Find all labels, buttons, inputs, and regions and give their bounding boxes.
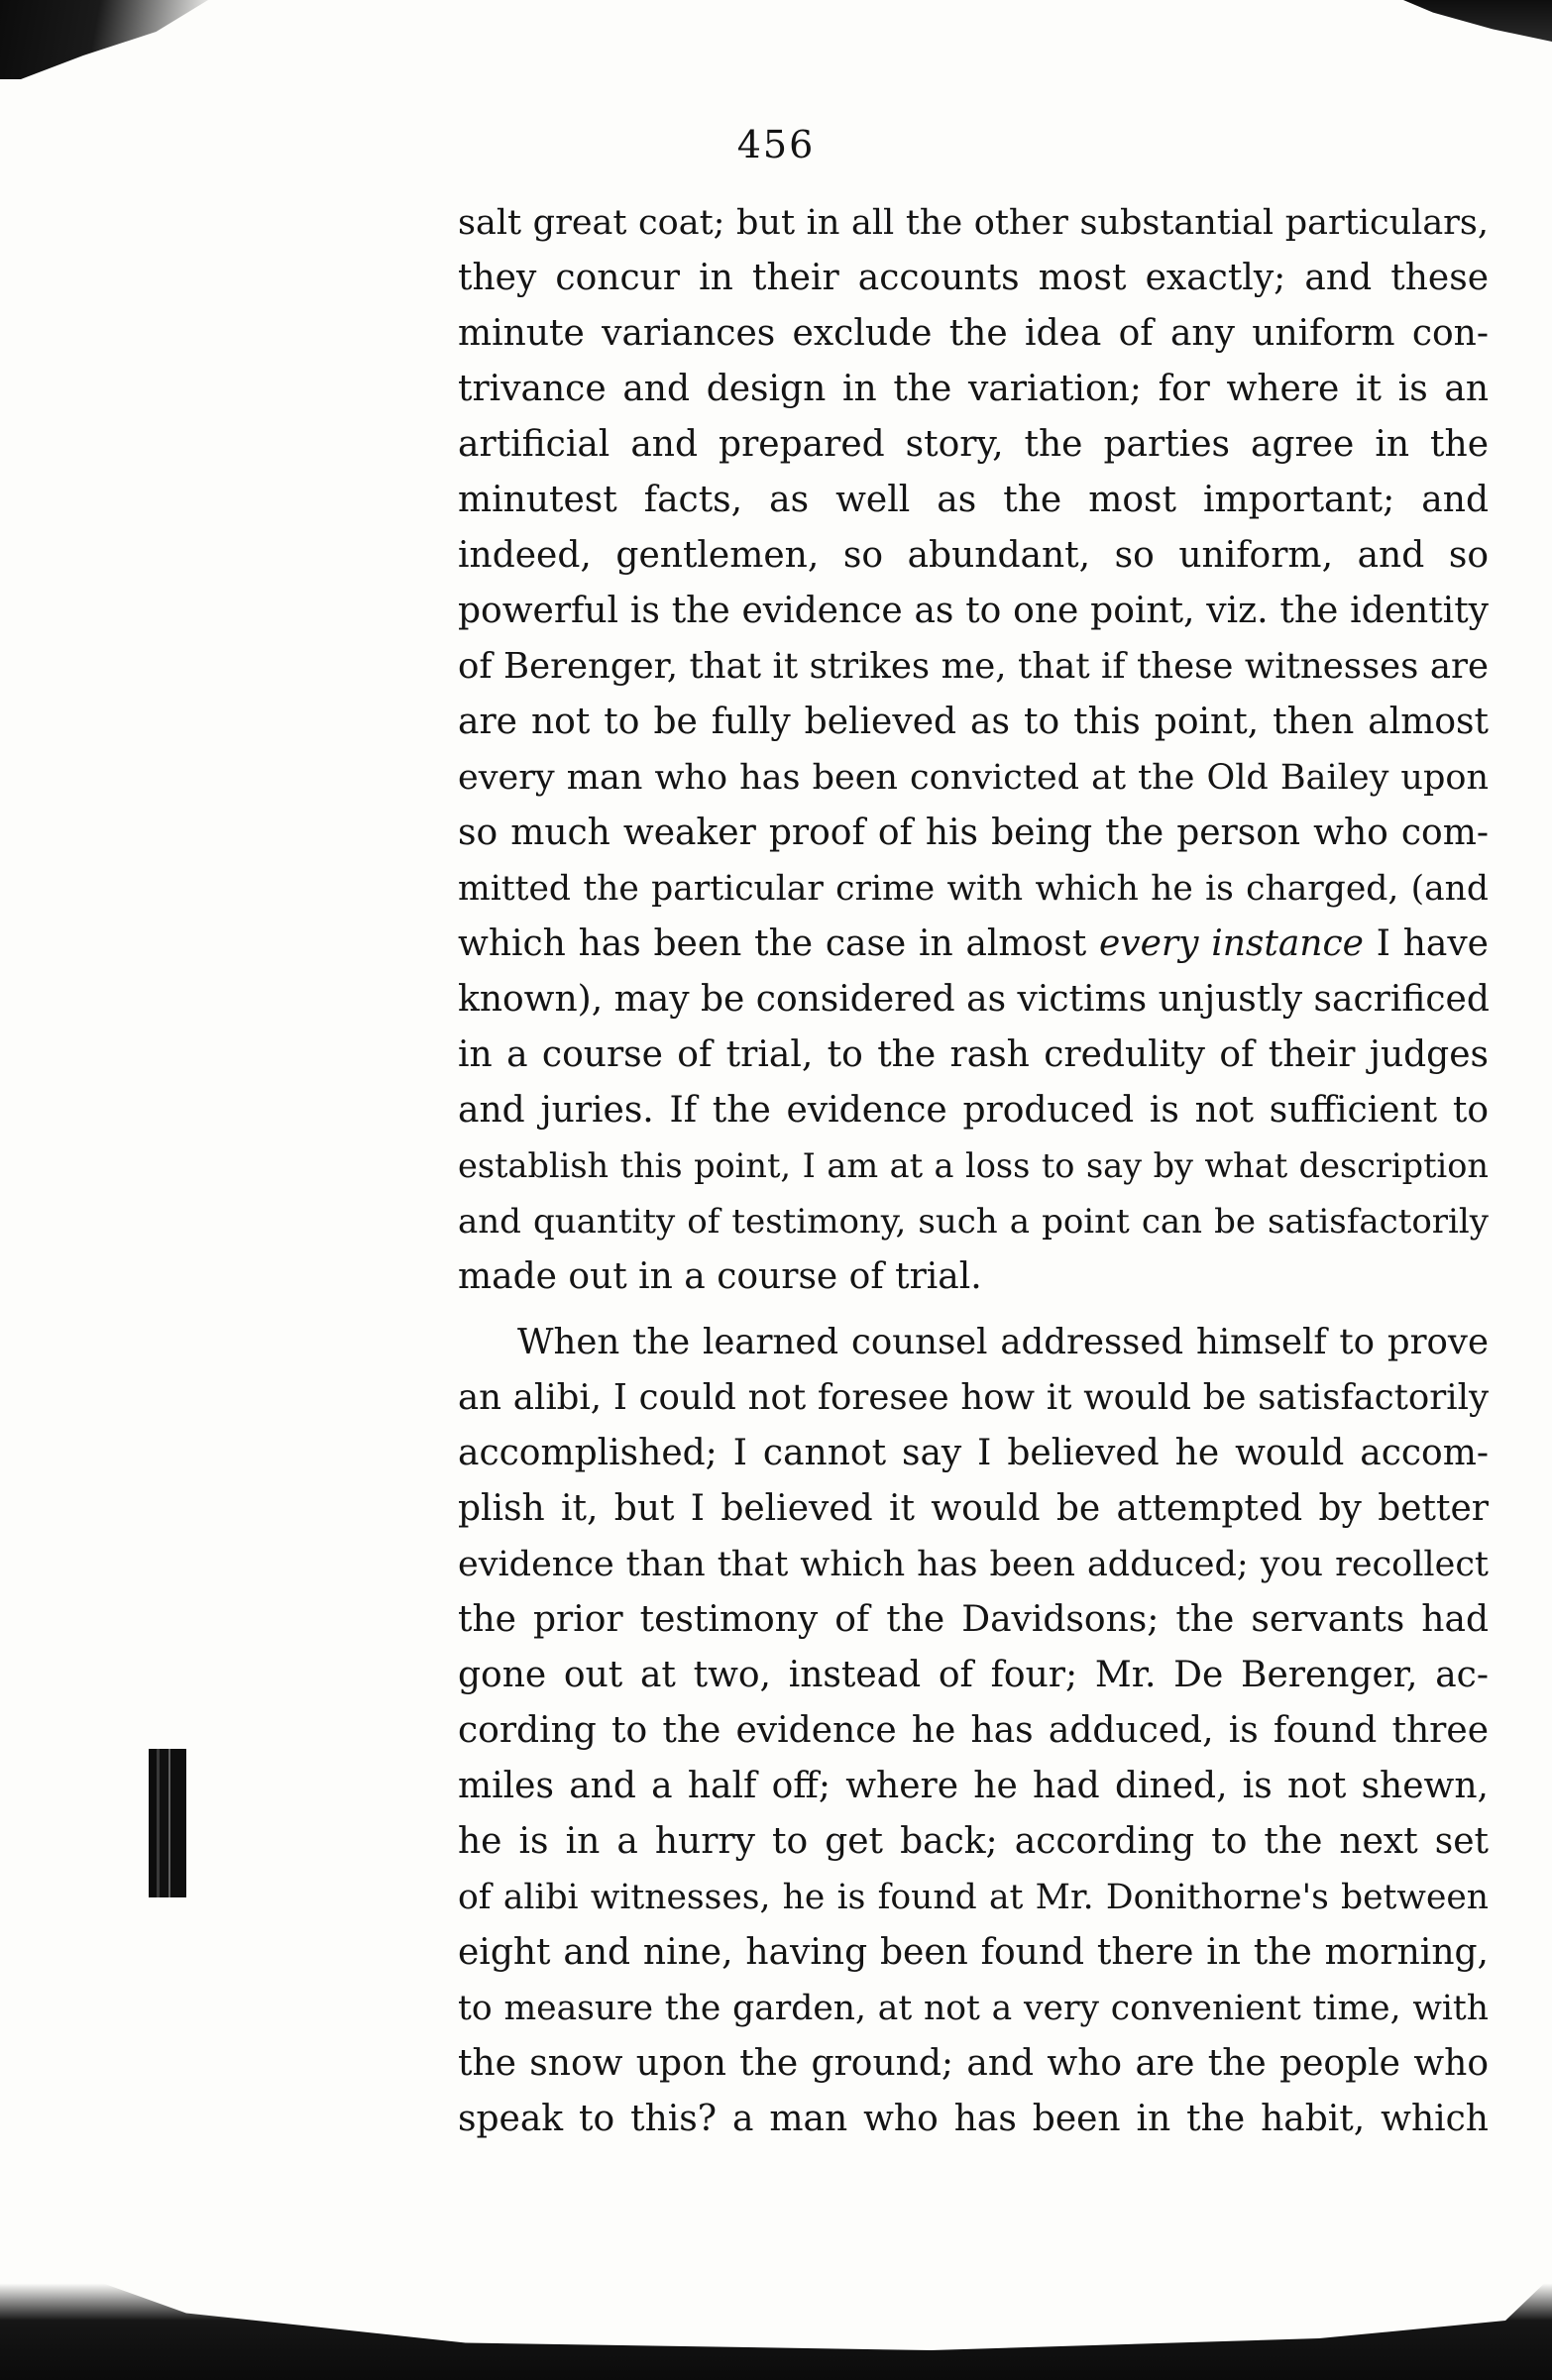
- text-line: known), may be considered as victims unjustly sacrificed: [458, 979, 1490, 1020]
- text-line: in a course of trial, to the rash credulity of their judges: [458, 1034, 1489, 1075]
- text-line: [458, 920, 1489, 969]
- text-line: they concur in their accounts most exactly; and these: [458, 258, 1489, 298]
- text-line: of Berenger, that it strikes me, that if these witnesses are: [458, 646, 1489, 687]
- text-line: miles and a half off; where he had dined, is not shewn,: [458, 1766, 1489, 1806]
- text-line: he is in a hurry to get back; according to the next set: [458, 1821, 1489, 1862]
- scan-shadow-bottom: [0, 2231, 1552, 2380]
- text-line: and juries. If the evidence produced is not sufficient to: [458, 1090, 1489, 1131]
- text-line: every man who has been convicted at the Old Bailey upon: [458, 758, 1489, 798]
- text-line: of alibi witnesses, he is found at Mr. Donithorne's between: [458, 1878, 1489, 1917]
- text-line: artificial and prepared story, the parties agree in the: [458, 424, 1489, 465]
- text-line: accomplished; I cannot say I believed he would accom-: [458, 1433, 1489, 1473]
- text-line: speak to this? a man who has been in the habit, which: [458, 2099, 1489, 2139]
- text-line: cording to the evidence he has adduced, is found three: [458, 1710, 1489, 1751]
- text-line: salt great coat; but in all the other substantial particulars,: [458, 203, 1489, 243]
- text-line: the snow upon the ground; and who are the people who: [458, 2043, 1489, 2084]
- text-line: gone out at two, instead of four; Mr. De Berenger, ac-: [458, 1655, 1489, 1695]
- text-line: the prior testimony of the Davidsons; the servants had: [458, 1599, 1489, 1640]
- scan-shadow-top-left: [0, 0, 208, 79]
- text-line: trivance and design in the variation; for where it is an: [458, 369, 1489, 409]
- text-line: to measure the garden, at not a very convenient time, with: [458, 1989, 1489, 2028]
- text-line: When the learned counsel addressed himself to prove: [517, 1322, 1489, 1362]
- text-line: eight and nine, having been found there in the morning,: [458, 1932, 1489, 1973]
- text-line: are not to be fully believed as to this point, then almost: [458, 702, 1489, 742]
- text-line: establish this point, I am at a loss to say by what description: [458, 1146, 1489, 1185]
- text-run: which has been the case in almost: [458, 923, 1099, 964]
- scan-margin-mark: [149, 1749, 186, 1897]
- scan-shadow-top-right: [1403, 0, 1552, 42]
- text-line: evidence than that which has been adduced; you recollect: [458, 1545, 1489, 1584]
- text-line: minutest facts, as well as the most important; and: [458, 480, 1489, 520]
- text-line: mitted the particular crime with which he is charged, (and: [458, 869, 1489, 909]
- page-number: 456: [736, 123, 816, 166]
- text-run: I have: [1363, 923, 1489, 964]
- italic-emphasis: every instance: [1098, 923, 1364, 964]
- text-line: an alibi, I could not foresee how it would be satisfactorily: [458, 1377, 1489, 1418]
- text-line: made out in a course of trial.: [458, 1256, 982, 1297]
- text-line: so much weaker proof of his being the person who com-: [458, 812, 1489, 853]
- text-line: plish it, but I believed it would be attempted by better: [458, 1488, 1489, 1529]
- text-line: and quantity of testimony, such a point can be satisfactorily: [458, 1202, 1489, 1242]
- text-line: indeed, gentlemen, so abundant, so uniform, and so: [458, 535, 1489, 576]
- text-line: minute variances exclude the idea of any uniform con-: [458, 313, 1489, 354]
- text-line: powerful is the evidence as to one point, viz. the identity: [458, 591, 1489, 631]
